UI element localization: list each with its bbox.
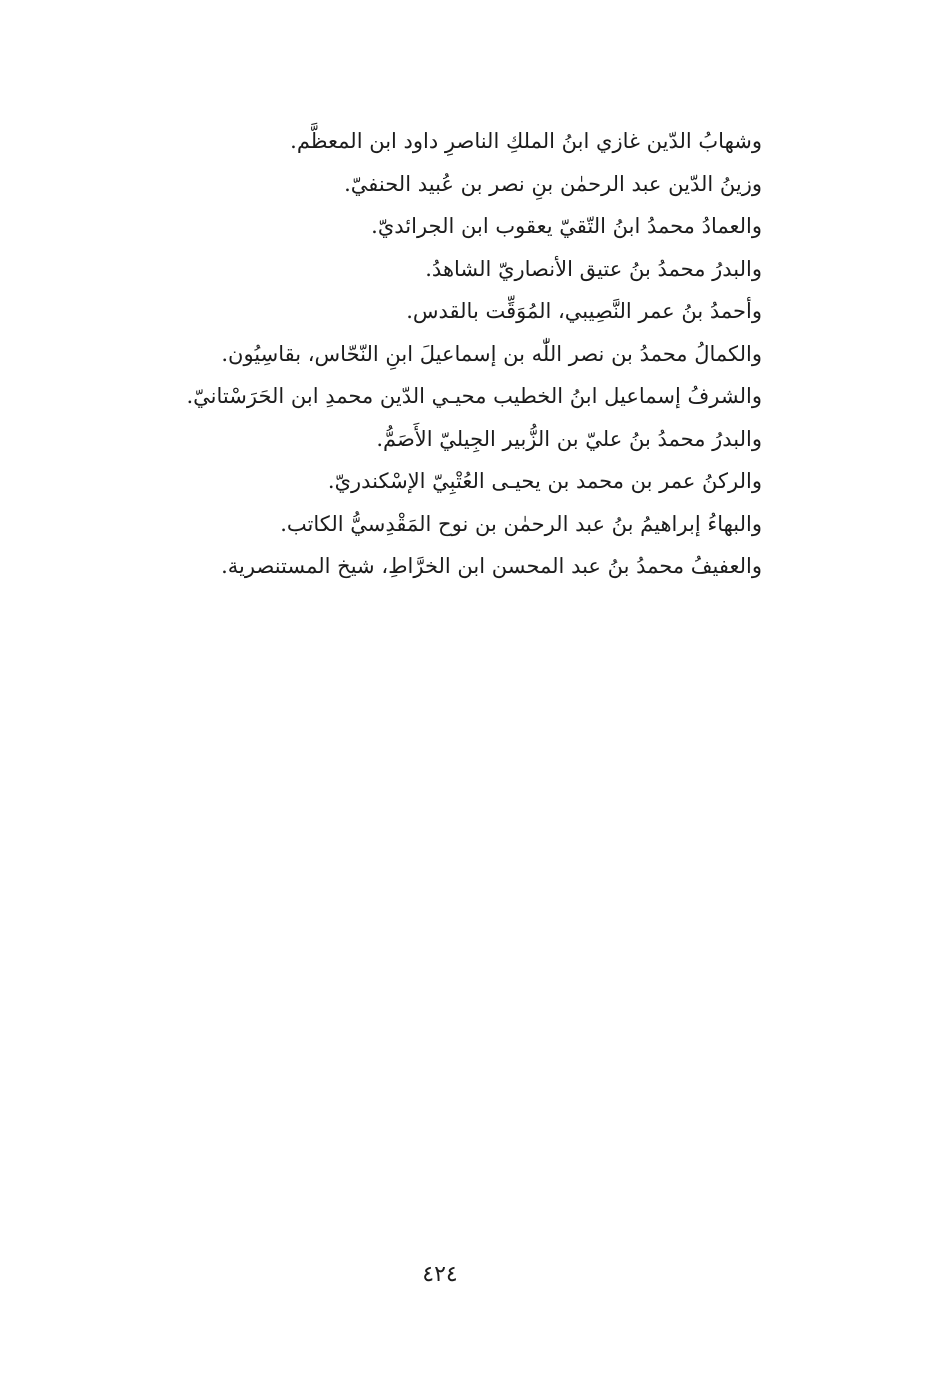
text-line: والبدرُ محمدُ بنُ عتيق الأنصاريّ الشاهدُ. [425,256,762,281]
text-line: والكمالُ محمدُ بن نصر اللّٰه بن إسماعيلَ ابنِ النّحّاس، بقاسِيُون. [221,341,762,366]
text-line: والبدرُ محمدُ بنُ عليّ بن الزُّبير الجِيليّ الأَصَمُّ. [376,426,762,451]
text-line: وشهابُ الدّين غازي ابنُ الملكِ الناصرِ داود ابن المعظَّم. [290,129,762,153]
text-line: والعمادُ محمدُ ابنُ التّقيّ يعقوب ابن الجرائديّ. [371,214,762,238]
text-block [162,120,762,588]
text-line: والبهاءُ إبراهيمُ بنُ عبد الرحمٰن بن نوح المَقْدِسيُّ الكاتب. [280,511,762,536]
page-number: ٤٢٤ [422,1262,458,1287]
text-line: وأحمدُ بنُ عمر النَّصِيبي، المُوَقِّت بالقدس. [406,299,762,323]
text-line: والركنُ عمر بن محمد بن يحيـى العُتْبِيّ الإسْكندريّ. [327,469,762,493]
text-line: والعفيفُ محمدُ بنُ عبد المحسن ابن الخرَّاطِ، شيخ المستنصرية. [221,554,762,578]
text-line: وزينُ الدّين عبد الرحمٰن بنِ نصر بن عُبيد الحنفيّ. [344,171,762,196]
text-line: والشرفُ إسماعيل ابنُ الخطيب محيـي الدّين محمدِ ابن الحَرَسْتانيّ. [186,384,762,408]
